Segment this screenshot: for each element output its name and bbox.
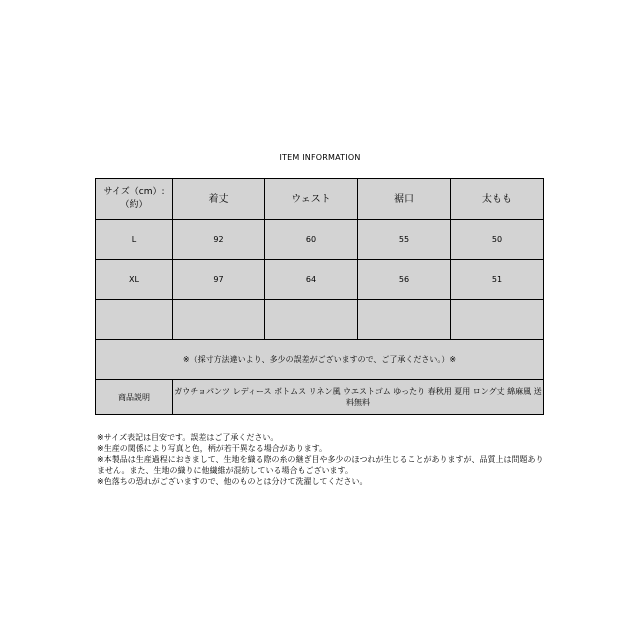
description-text: ガウチョパンツ レディース ボトムス リネン風 ウエストゴム ゆったり 春秋用 夏用 ロング丈 綿麻風 送料無料 bbox=[173, 380, 544, 415]
size-label: XL bbox=[96, 260, 173, 300]
table-cell bbox=[265, 300, 358, 340]
description-label: 商品説明 bbox=[96, 380, 173, 415]
item-information-title: ITEM INFORMATION bbox=[279, 153, 361, 162]
table-row-empty bbox=[96, 300, 544, 340]
table-cell bbox=[451, 300, 544, 340]
table-cell bbox=[358, 300, 451, 340]
table-cell bbox=[173, 300, 265, 340]
length-value: 97 bbox=[173, 260, 265, 300]
table-row bbox=[96, 260, 544, 300]
table-cell bbox=[96, 300, 173, 340]
table-row bbox=[96, 220, 544, 260]
hem-value: 56 bbox=[358, 260, 451, 300]
length-value: 92 bbox=[173, 220, 265, 260]
size-label: L bbox=[96, 220, 173, 260]
size-table bbox=[95, 178, 544, 415]
table-header-row bbox=[96, 179, 544, 220]
thigh-value: 50 bbox=[451, 220, 544, 260]
hem-value: 55 bbox=[358, 220, 451, 260]
header-thigh: 太もも bbox=[451, 179, 544, 220]
note-item: ※本製品は生産過程におきまして、生地を織る際の糸の継ぎ目や多少のほつれが生じることがありますが、品質上は問題ありません。また、生地の織りに他繊維が混紡している場合もございます。 bbox=[97, 455, 544, 475]
header-hem: 裾口 bbox=[358, 179, 451, 220]
notes-list bbox=[97, 432, 547, 487]
header-waist: ウェスト bbox=[265, 179, 358, 220]
header-size-unit: サイズ（cm）:（約） bbox=[96, 179, 173, 220]
measurement-note: ※（採寸方法違いより、多少の誤差がございますので、ご了承ください。）※ bbox=[96, 340, 544, 380]
waist-value: 60 bbox=[265, 220, 358, 260]
note-item: ※生産の関係により写真と色，柄が若干異なる場合があります。 bbox=[97, 444, 328, 453]
header-length: 着丈 bbox=[173, 179, 265, 220]
note-item: ※サイズ表記は目安です。誤差はご了承ください。 bbox=[97, 433, 279, 442]
description-row bbox=[96, 380, 544, 415]
thigh-value: 51 bbox=[451, 260, 544, 300]
note-item: ※色落ちの恐れがございますので、他のものとは分けて洗濯してください。 bbox=[97, 477, 368, 486]
measurement-note-row bbox=[96, 340, 544, 380]
waist-value: 64 bbox=[265, 260, 358, 300]
